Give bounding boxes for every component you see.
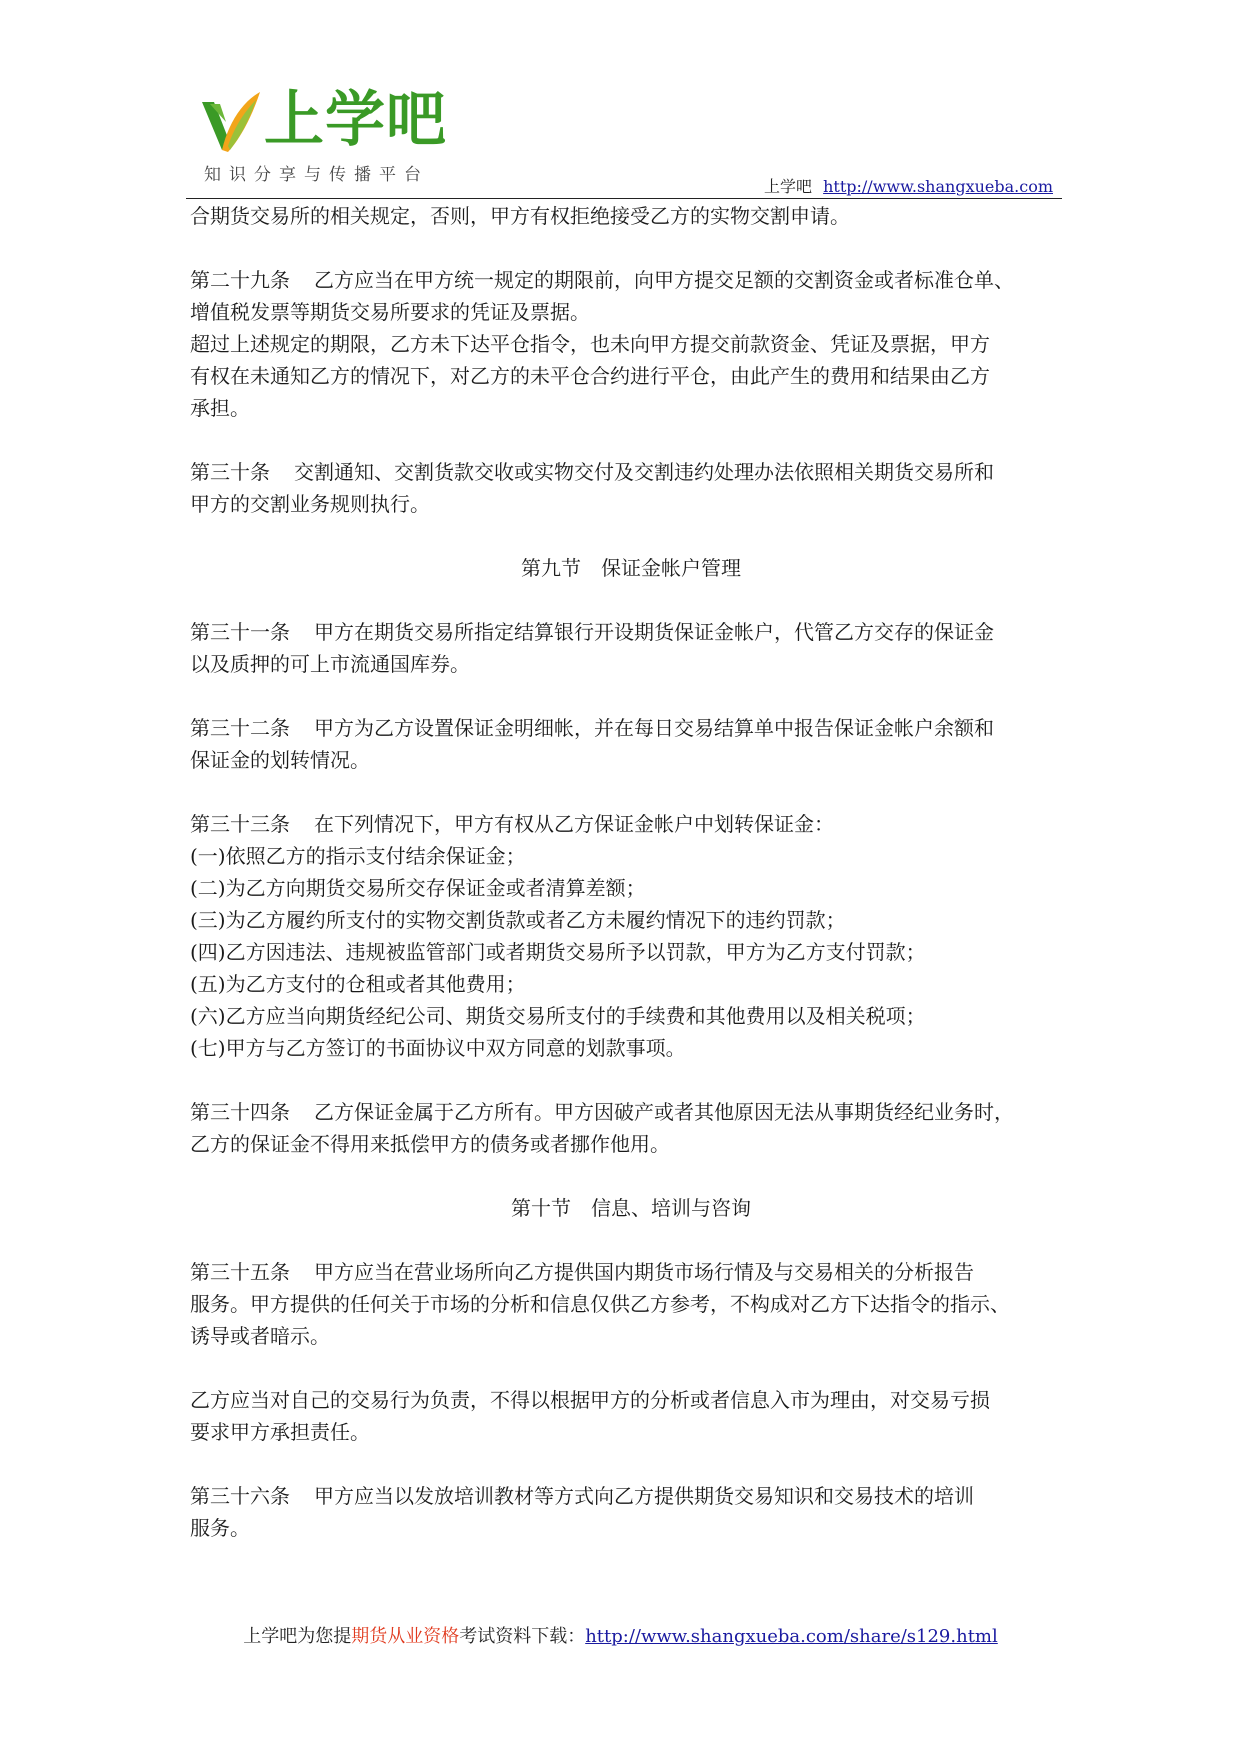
article-36-label: 第三十六条 bbox=[190, 1484, 290, 1508]
article-29-text-1: 乙方应当在甲方统一规定的期限前，向甲方提交足额的交割资金或者标准仓单、 bbox=[314, 268, 1014, 292]
section-heading-9: 第九节 保证金帐户管理 bbox=[521, 556, 741, 580]
article-32-label: 第三十二条 bbox=[190, 716, 290, 740]
article-34-line-2: 乙方的保证金不得用来抵偿甲方的债务或者挪作他用。 bbox=[190, 1132, 670, 1156]
article-29-line-3: 超过上述规定的期限，乙方未下达平仓指令，也未向甲方提交前款资金、凭证及票据，甲方 bbox=[190, 332, 990, 356]
article-32-line-2: 保证金的划转情况。 bbox=[190, 748, 370, 772]
article-33-label: 第三十三条 bbox=[190, 812, 290, 836]
article-31-text-1: 甲方在期货交易所指定结算银行开设期货保证金帐户，代管乙方交存的保证金 bbox=[314, 620, 994, 644]
article-29-line-2: 增值税发票等期货交易所要求的凭证及票据。 bbox=[190, 300, 590, 324]
document-body bbox=[190, 200, 1060, 1544]
logo-text: 上学吧 bbox=[264, 85, 447, 155]
article-35 bbox=[190, 1256, 1060, 1352]
list-item: (六)乙方应当向期货经纪公司、期货交易所支付的手续费和其他费用以及相关税项； bbox=[190, 1004, 926, 1028]
article-29-line-1 bbox=[190, 264, 1060, 296]
footer-prefix: 上学吧为您提 bbox=[243, 1626, 352, 1647]
list-item: (一)依照乙方的指示支付结余保证金； bbox=[190, 844, 526, 868]
header-site-url[interactable]: http://www.shangxueba.com bbox=[823, 177, 1053, 196]
article-32-text-1: 甲方为乙方设置保证金明细帐，并在每日交易结算单中报告保证金帐户余额和 bbox=[314, 716, 994, 740]
page-footer bbox=[0, 1622, 1241, 1648]
paragraph-responsibility bbox=[190, 1384, 1060, 1448]
article-35-label: 第三十五条 bbox=[190, 1260, 290, 1284]
article-36 bbox=[190, 1480, 1060, 1544]
article-35-line-2: 服务。甲方提供的任何关于市场的分析和信息仅供乙方参考，不构成对乙方下达指令的指示、 bbox=[190, 1292, 1010, 1316]
article-34-line-1 bbox=[190, 1096, 1060, 1128]
footer-middle: 考试资料下载： bbox=[459, 1626, 586, 1647]
article-35-line-3: 诱导或者暗示。 bbox=[190, 1324, 330, 1348]
article-33 bbox=[190, 808, 1060, 1064]
article-31-line-1 bbox=[190, 616, 1060, 648]
paragraph-continuation: 合期货交易所的相关规定，否则，甲方有权拒绝接受乙方的实物交割申请。 bbox=[190, 204, 850, 228]
article-29-label: 第二十九条 bbox=[190, 268, 290, 292]
article-35-text-1: 甲方应当在营业场所向乙方提供国内期货市场行情及与交易相关的分析报告 bbox=[314, 1260, 974, 1284]
site-logo[interactable] bbox=[198, 85, 468, 188]
article-34-text-1: 乙方保证金属于乙方所有。甲方因破产或者其他原因无法从事期货经纪业务时， bbox=[314, 1100, 1014, 1124]
article-30-label: 第三十条 bbox=[190, 460, 270, 484]
article-36-text-1: 甲方应当以发放培训教材等方式向乙方提供期货交易知识和交易技术的培训 bbox=[314, 1484, 974, 1508]
article-35-line-1 bbox=[190, 1256, 1060, 1288]
header-site-link bbox=[764, 174, 1053, 197]
list-item: (三)为乙方履约所支付的实物交割货款或者乙方未履约情况下的违约罚款； bbox=[190, 908, 846, 932]
article-30-line-2: 甲方的交割业务规则执行。 bbox=[190, 492, 430, 516]
article-31 bbox=[190, 616, 1060, 680]
leaf-check-icon bbox=[198, 88, 264, 158]
logo-tagline: 知识分享与传播平台 bbox=[204, 165, 429, 185]
footer-download-link[interactable]: http://www.shangxueba.com/share/s129.html bbox=[585, 1626, 998, 1647]
article-29-line-4: 有权在未通知乙方的情况下，对乙方的未平仓合约进行平仓，由此产生的费用和结果由乙方 bbox=[190, 364, 990, 388]
article-32 bbox=[190, 712, 1060, 776]
list-item: (七)甲方与乙方签订的书面协议中双方同意的划款事项。 bbox=[190, 1036, 686, 1060]
section-heading-10: 第十节 信息、培训与咨询 bbox=[511, 1196, 751, 1220]
article-30-text-1: 交割通知、交割货款交收或实物交付及交割违约处理办法依照相关期货交易所和 bbox=[294, 460, 994, 484]
article-36-line-2: 服务。 bbox=[190, 1516, 250, 1540]
page-header bbox=[0, 0, 1241, 200]
article-32-line-1 bbox=[190, 712, 1060, 744]
list-item: (二)为乙方向期货交易所交存保证金或者清算差额； bbox=[190, 876, 646, 900]
responsibility-line-2: 要求甲方承担责任。 bbox=[190, 1420, 370, 1444]
article-36-line-1 bbox=[190, 1480, 1060, 1512]
article-34 bbox=[190, 1096, 1060, 1160]
article-30 bbox=[190, 456, 1060, 520]
list-item: (四)乙方因违法、违规被监管部门或者期货交易所予以罚款，甲方为乙方支付罚款； bbox=[190, 940, 926, 964]
article-29 bbox=[190, 264, 1060, 424]
responsibility-line-1: 乙方应当对自己的交易行为负责，不得以根据甲方的分析或者信息入市为理由，对交易亏损 bbox=[190, 1388, 990, 1412]
header-divider bbox=[186, 198, 1062, 199]
footer-highlight: 期货从业资格 bbox=[351, 1626, 460, 1647]
header-site-name: 上学吧 bbox=[764, 177, 813, 196]
article-33-text-1: 在下列情况下，甲方有权从乙方保证金帐户中划转保证金： bbox=[314, 812, 834, 836]
article-31-line-2: 以及质押的可上市流通国库券。 bbox=[190, 652, 470, 676]
article-34-label: 第三十四条 bbox=[190, 1100, 290, 1124]
article-31-label: 第三十一条 bbox=[190, 620, 290, 644]
article-30-line-1 bbox=[190, 456, 1060, 488]
list-item: (五)为乙方支付的仓租或者其他费用； bbox=[190, 972, 526, 996]
article-29-line-5: 承担。 bbox=[190, 396, 250, 420]
article-33-line-1 bbox=[190, 808, 1060, 840]
